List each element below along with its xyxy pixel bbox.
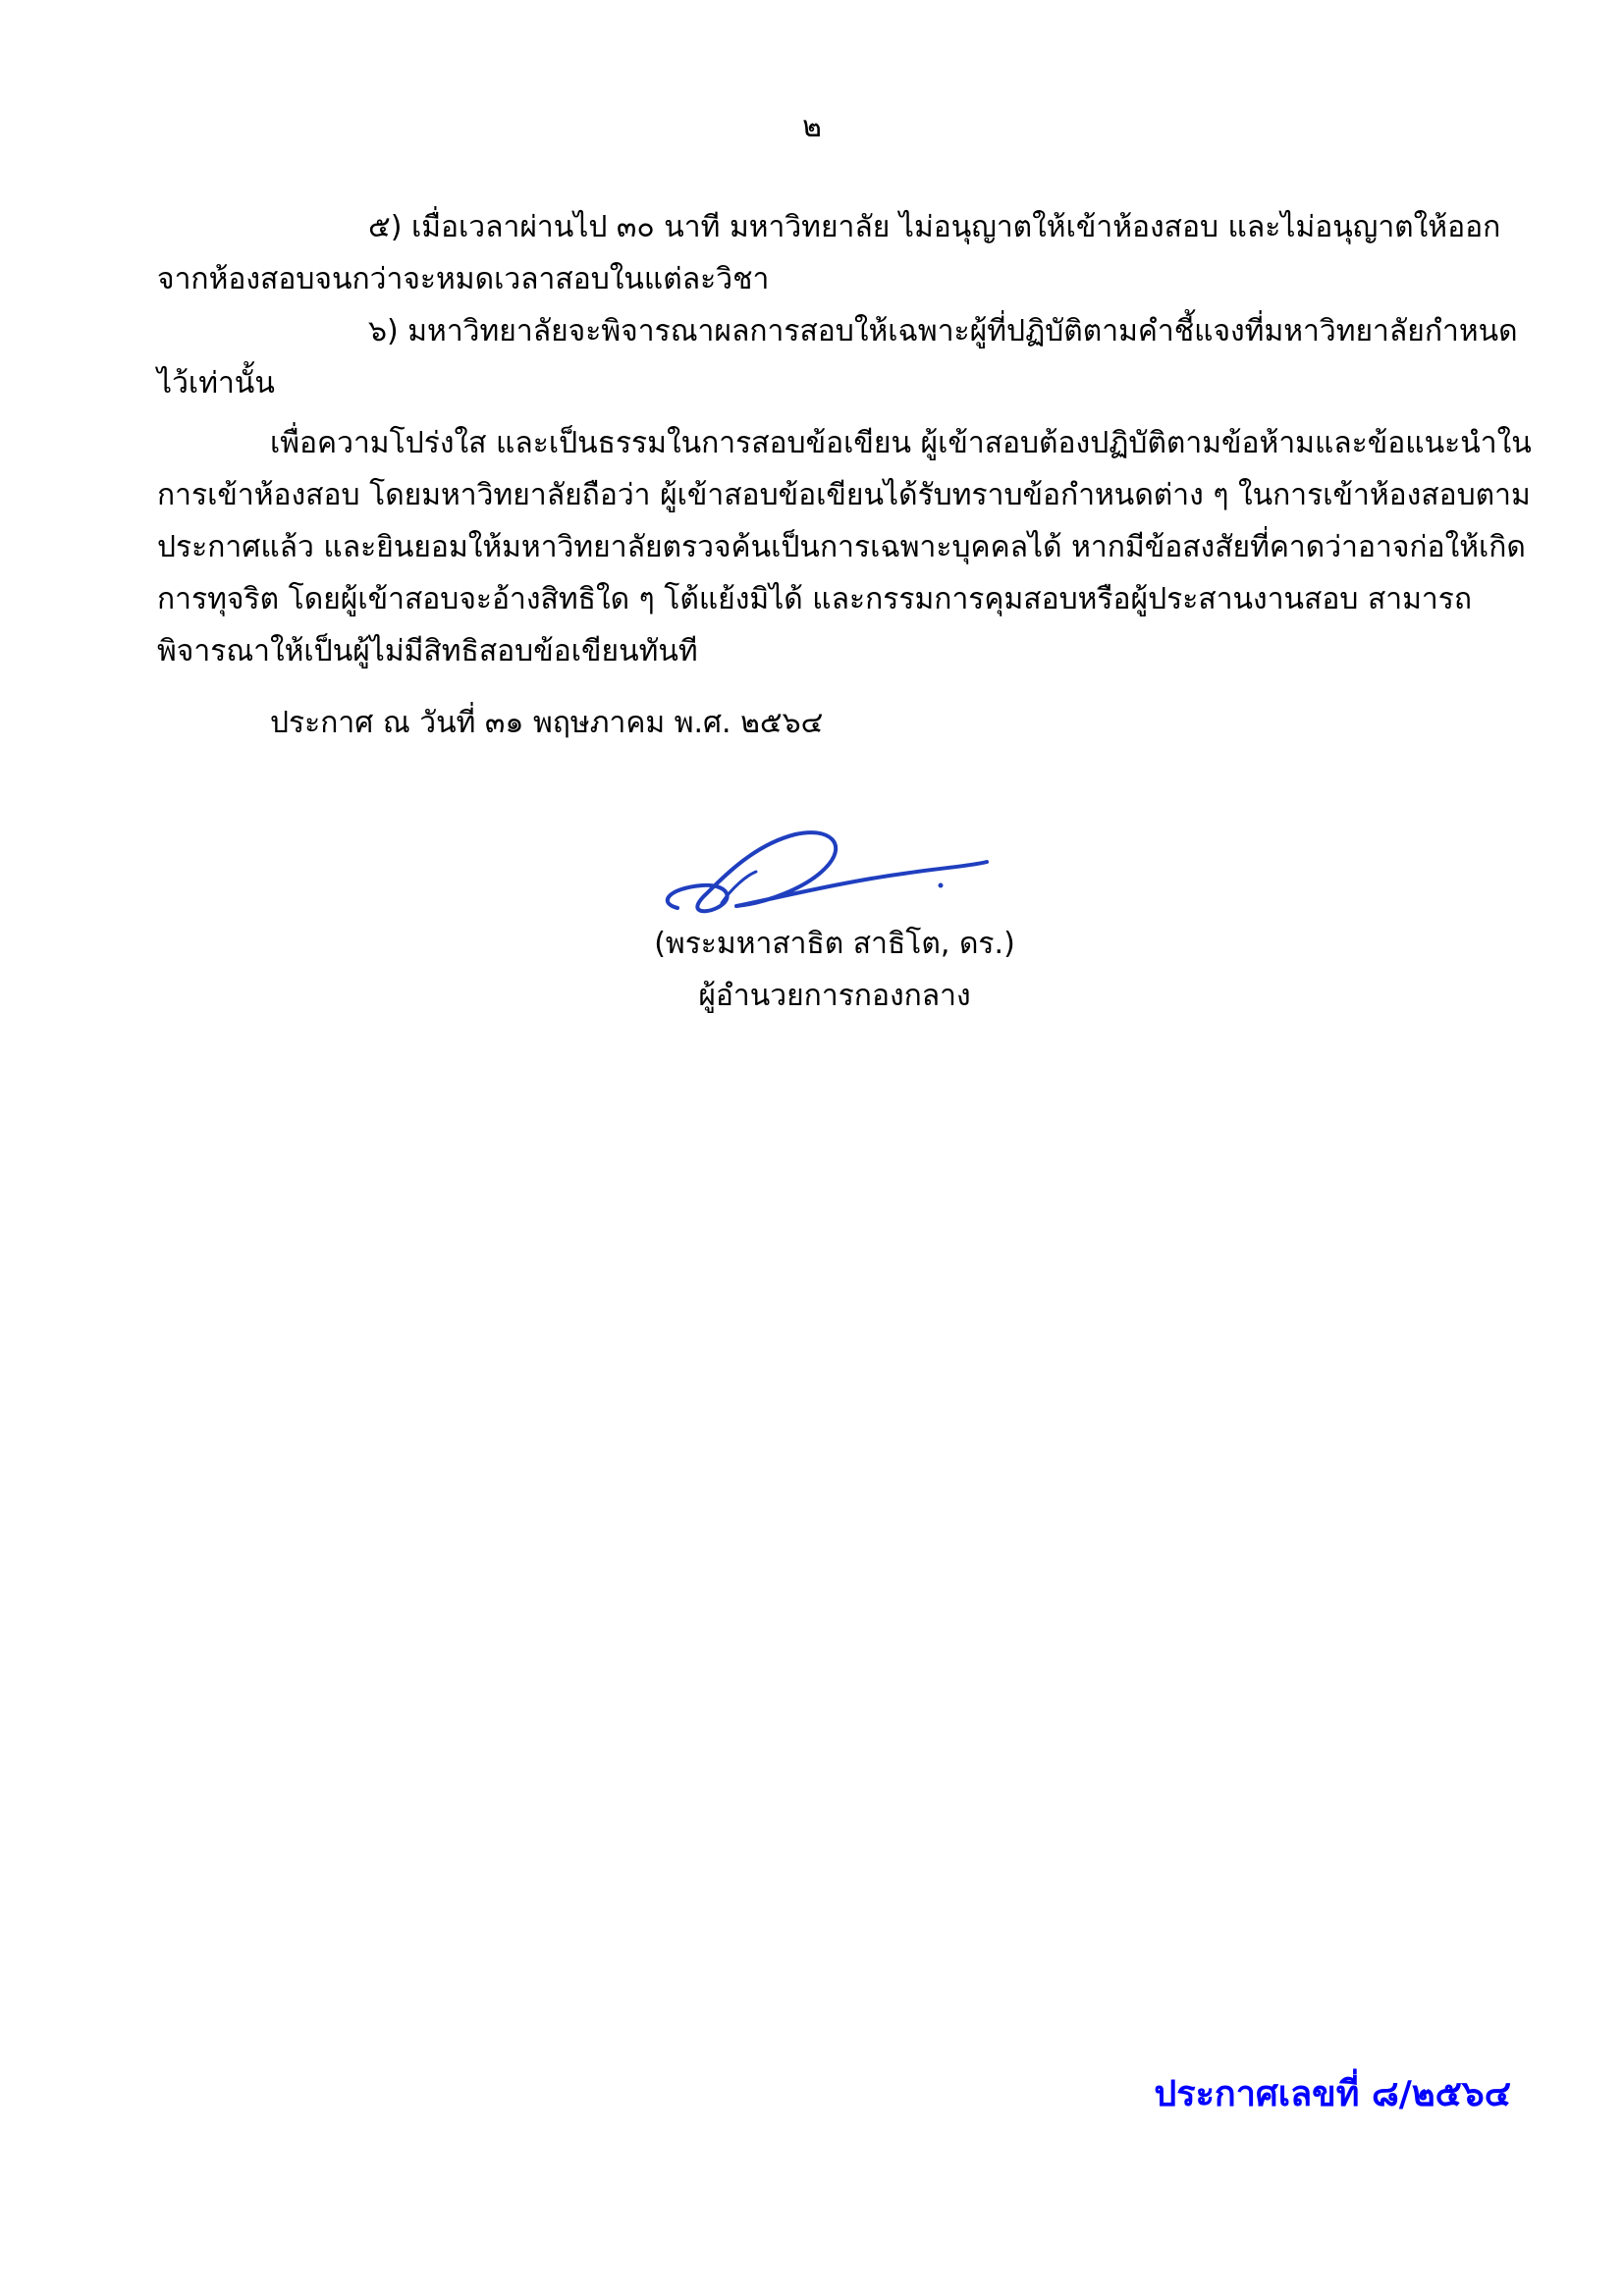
transparency-line-2: การเข้าห้องสอบ โดยมหาวิทยาลัยถือว่า ผู้เข้าสอบข้อเขียนได้รับทราบข้อกำหนดต่าง ๆ ในการเข้าห้องสอบตาม [157,478,1531,512]
item-6-line-1: ๖) มหาวิทยาลัยจะพิจารณาผลการสอบให้เฉพาะผู้ที่ปฏิบัติตามคำชี้แจงที่มหาวิทยาลัยกำหนด [368,314,1518,348]
transparency-line-4: การทุจริต โดยผู้เข้าสอบจะอ้างสิทธิใด ๆ โต้แย้งมิได้ และกรรมการคุมสอบหรือผู้ประสานงานสอบ สามารถ [157,582,1473,616]
item-5-line-1: ๕) เมื่อเวลาผ่านไป ๓๐ นาที มหาวิทยาลัย ไม่อนุญาตให้เข้าห้องสอบ และไม่อนุญาตให้ออก [368,210,1501,244]
announcement-date: ประกาศ ณ วันที่ ๓๑ พฤษภาคม พ.ศ. ๒๕๖๔ [270,706,824,740]
item-6 [157,305,1518,409]
transparency-line-1: เพื่อความโปร่งใส และเป็นธรรมในการสอบข้อเขียน ผู้เข้าสอบต้องปฏิบัติตามข้อห้ามและข้อแนะนำใน [270,426,1532,460]
page-number: ๒ [802,110,822,144]
item-6-line-2: ไว้เท่านั้น [157,366,275,400]
signer-title: ผู้อำนวยการกองกลาง [698,979,971,1013]
announcement-number: ประกาศเลขที่ ๘/๒๕๖๔ [1154,2074,1511,2114]
transparency-line-3: ประกาศแล้ว และยินยอมให้มหาวิทยาลัยตรวจค้นเป็นการเฉพาะบุคคลได้ หากมีข้อสงสัยที่คาดว่าอาจก่อให้เกิด [157,530,1526,564]
signer-name: (พระมหาสาธิต สาธิโต, ดร.) [654,927,1015,961]
transparency-line-5: พิจารณาให้เป็นผู้ไม่มีสิทธิสอบข้อเขียนทันที [157,634,698,668]
transparency-paragraph [157,417,1532,677]
item-5-line-2: จากห้องสอบจนกว่าจะหมดเวลาสอบในแต่ละวิชา [157,262,770,296]
item-5 [157,201,1501,305]
